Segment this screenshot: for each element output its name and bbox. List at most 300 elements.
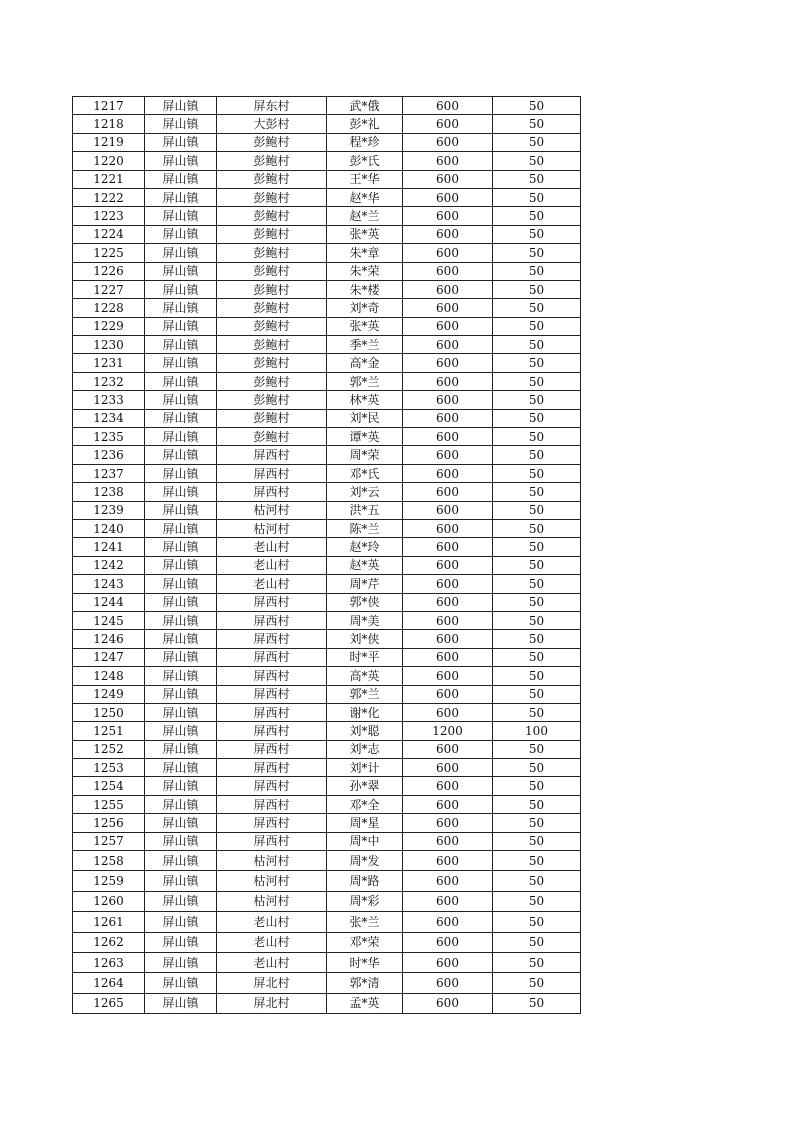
row-number-cell: 1261 <box>73 912 145 932</box>
row-number-cell: 1221 <box>73 170 145 188</box>
name-cell: 邓*氏 <box>327 464 403 482</box>
town-cell: 屏山镇 <box>145 464 217 482</box>
count-cell: 50 <box>493 973 581 993</box>
row-number-cell: 1246 <box>73 630 145 648</box>
row-number-cell: 1223 <box>73 207 145 225</box>
amount-cell: 600 <box>403 225 493 243</box>
count-cell: 50 <box>493 814 581 832</box>
row-number-cell: 1256 <box>73 814 145 832</box>
row-number-cell: 1227 <box>73 280 145 298</box>
count-cell: 50 <box>493 777 581 795</box>
count-cell: 50 <box>493 703 581 721</box>
row-number-cell: 1239 <box>73 501 145 519</box>
amount-cell: 600 <box>403 648 493 666</box>
village-cell: 枯河村 <box>217 851 327 871</box>
amount-cell: 600 <box>403 630 493 648</box>
name-cell: 刘*侠 <box>327 630 403 648</box>
name-cell: 朱*荣 <box>327 262 403 280</box>
amount-cell: 600 <box>403 372 493 390</box>
count-cell: 50 <box>493 575 581 593</box>
row-number-cell: 1247 <box>73 648 145 666</box>
row-number-cell: 1254 <box>73 777 145 795</box>
town-cell: 屏山镇 <box>145 225 217 243</box>
row-number-cell: 1248 <box>73 667 145 685</box>
town-cell: 屏山镇 <box>145 993 217 1013</box>
amount-cell: 600 <box>403 759 493 777</box>
town-cell: 屏山镇 <box>145 593 217 611</box>
amount-cell: 600 <box>403 409 493 427</box>
amount-cell: 600 <box>403 464 493 482</box>
amount-cell: 600 <box>403 832 493 850</box>
village-cell: 彭鲍村 <box>217 170 327 188</box>
row-number-cell: 1228 <box>73 299 145 317</box>
row-number-cell: 1217 <box>73 97 145 115</box>
table-row <box>73 722 581 740</box>
name-cell: 彭*氏 <box>327 152 403 170</box>
name-cell: 刘*云 <box>327 483 403 501</box>
data-table <box>72 96 581 1014</box>
row-number-cell: 1245 <box>73 611 145 629</box>
town-cell: 屏山镇 <box>145 685 217 703</box>
row-number-cell: 1244 <box>73 593 145 611</box>
name-cell: 王*华 <box>327 170 403 188</box>
village-cell: 屏东村 <box>217 97 327 115</box>
table-row <box>73 170 581 188</box>
table-row <box>73 391 581 409</box>
village-cell: 枯河村 <box>217 501 327 519</box>
count-cell: 50 <box>493 188 581 206</box>
amount-cell: 600 <box>403 280 493 298</box>
table-row <box>73 814 581 832</box>
count-cell: 50 <box>493 740 581 758</box>
village-cell: 枯河村 <box>217 871 327 891</box>
town-cell: 屏山镇 <box>145 317 217 335</box>
amount-cell: 600 <box>403 299 493 317</box>
row-number-cell: 1243 <box>73 575 145 593</box>
count-cell: 50 <box>493 871 581 891</box>
count-cell: 50 <box>493 795 581 813</box>
row-number-cell: 1255 <box>73 795 145 813</box>
village-cell: 老山村 <box>217 932 327 952</box>
count-cell: 50 <box>493 244 581 262</box>
amount-cell: 600 <box>403 891 493 911</box>
amount-cell: 600 <box>403 538 493 556</box>
town-cell: 屏山镇 <box>145 556 217 574</box>
village-cell: 屏西村 <box>217 777 327 795</box>
row-number-cell: 1222 <box>73 188 145 206</box>
count-cell: 50 <box>493 280 581 298</box>
row-number-cell: 1250 <box>73 703 145 721</box>
village-cell: 屏西村 <box>217 740 327 758</box>
row-number-cell: 1258 <box>73 851 145 871</box>
amount-cell: 600 <box>403 519 493 537</box>
amount-cell: 600 <box>403 354 493 372</box>
town-cell: 屏山镇 <box>145 428 217 446</box>
table-row <box>73 685 581 703</box>
village-cell: 屏西村 <box>217 611 327 629</box>
table-row <box>73 667 581 685</box>
count-cell: 50 <box>493 428 581 446</box>
row-number-cell: 1238 <box>73 483 145 501</box>
count-cell: 50 <box>493 372 581 390</box>
row-number-cell: 1218 <box>73 115 145 133</box>
count-cell: 50 <box>493 391 581 409</box>
town-cell: 屏山镇 <box>145 891 217 911</box>
table-row <box>73 483 581 501</box>
town-cell: 屏山镇 <box>145 372 217 390</box>
row-number-cell: 1240 <box>73 519 145 537</box>
village-cell: 屏西村 <box>217 814 327 832</box>
count-cell: 50 <box>493 685 581 703</box>
row-number-cell: 1229 <box>73 317 145 335</box>
village-cell: 屏西村 <box>217 593 327 611</box>
name-cell: 刘*志 <box>327 740 403 758</box>
amount-cell: 600 <box>403 932 493 952</box>
count-cell: 50 <box>493 317 581 335</box>
town-cell: 屏山镇 <box>145 912 217 932</box>
amount-cell: 600 <box>403 703 493 721</box>
row-number-cell: 1220 <box>73 152 145 170</box>
town-cell: 屏山镇 <box>145 667 217 685</box>
name-cell: 张*英 <box>327 225 403 243</box>
table-row <box>73 464 581 482</box>
table-row <box>73 115 581 133</box>
name-cell: 赵*英 <box>327 556 403 574</box>
town-cell: 屏山镇 <box>145 795 217 813</box>
village-cell: 屏西村 <box>217 759 327 777</box>
name-cell: 时*华 <box>327 952 403 972</box>
row-number-cell: 1253 <box>73 759 145 777</box>
village-cell: 老山村 <box>217 575 327 593</box>
town-cell: 屏山镇 <box>145 170 217 188</box>
amount-cell: 600 <box>403 667 493 685</box>
name-cell: 刘*计 <box>327 759 403 777</box>
name-cell: 季*兰 <box>327 336 403 354</box>
count-cell: 50 <box>493 152 581 170</box>
table-row <box>73 501 581 519</box>
row-number-cell: 1236 <box>73 446 145 464</box>
village-cell: 屏西村 <box>217 722 327 740</box>
row-number-cell: 1237 <box>73 464 145 482</box>
name-cell: 邓*全 <box>327 795 403 813</box>
name-cell: 孙*翠 <box>327 777 403 795</box>
row-number-cell: 1233 <box>73 391 145 409</box>
village-cell: 彭鲍村 <box>217 354 327 372</box>
amount-cell: 600 <box>403 428 493 446</box>
amount-cell: 1200 <box>403 722 493 740</box>
town-cell: 屏山镇 <box>145 851 217 871</box>
table-body <box>73 97 581 1014</box>
village-cell: 彭鲍村 <box>217 428 327 446</box>
table-row <box>73 280 581 298</box>
amount-cell: 600 <box>403 336 493 354</box>
name-cell: 时*平 <box>327 648 403 666</box>
name-cell: 周*中 <box>327 832 403 850</box>
village-cell: 屏西村 <box>217 630 327 648</box>
row-number-cell: 1226 <box>73 262 145 280</box>
name-cell: 洪*五 <box>327 501 403 519</box>
table-row <box>73 207 581 225</box>
count-cell: 50 <box>493 115 581 133</box>
town-cell: 屏山镇 <box>145 152 217 170</box>
village-cell: 屏北村 <box>217 993 327 1013</box>
count-cell: 50 <box>493 97 581 115</box>
row-number-cell: 1252 <box>73 740 145 758</box>
table-row <box>73 912 581 932</box>
name-cell: 邓*荣 <box>327 932 403 952</box>
row-number-cell: 1235 <box>73 428 145 446</box>
count-cell: 50 <box>493 262 581 280</box>
village-cell: 屏西村 <box>217 464 327 482</box>
village-cell: 彭鲍村 <box>217 188 327 206</box>
name-cell: 周*美 <box>327 611 403 629</box>
village-cell: 彭鲍村 <box>217 299 327 317</box>
table-row <box>73 317 581 335</box>
amount-cell: 600 <box>403 207 493 225</box>
name-cell: 孟*英 <box>327 993 403 1013</box>
village-cell: 老山村 <box>217 912 327 932</box>
amount-cell: 600 <box>403 740 493 758</box>
name-cell: 赵*玲 <box>327 538 403 556</box>
name-cell: 谢*化 <box>327 703 403 721</box>
count-cell: 50 <box>493 336 581 354</box>
town-cell: 屏山镇 <box>145 740 217 758</box>
amount-cell: 600 <box>403 501 493 519</box>
name-cell: 赵*兰 <box>327 207 403 225</box>
village-cell: 屏西村 <box>217 667 327 685</box>
row-number-cell: 1225 <box>73 244 145 262</box>
town-cell: 屏山镇 <box>145 777 217 795</box>
village-cell: 彭鲍村 <box>217 262 327 280</box>
name-cell: 彭*礼 <box>327 115 403 133</box>
table-row <box>73 648 581 666</box>
table-row <box>73 871 581 891</box>
town-cell: 屏山镇 <box>145 952 217 972</box>
village-cell: 彭鲍村 <box>217 372 327 390</box>
name-cell: 朱*章 <box>327 244 403 262</box>
count-cell: 50 <box>493 891 581 911</box>
table-row <box>73 832 581 850</box>
count-cell: 50 <box>493 952 581 972</box>
table-row <box>73 299 581 317</box>
amount-cell: 600 <box>403 317 493 335</box>
town-cell: 屏山镇 <box>145 115 217 133</box>
row-number-cell: 1224 <box>73 225 145 243</box>
town-cell: 屏山镇 <box>145 299 217 317</box>
village-cell: 屏西村 <box>217 446 327 464</box>
town-cell: 屏山镇 <box>145 832 217 850</box>
town-cell: 屏山镇 <box>145 759 217 777</box>
table-row <box>73 244 581 262</box>
town-cell: 屏山镇 <box>145 483 217 501</box>
count-cell: 50 <box>493 133 581 151</box>
count-cell: 50 <box>493 501 581 519</box>
town-cell: 屏山镇 <box>145 630 217 648</box>
town-cell: 屏山镇 <box>145 722 217 740</box>
town-cell: 屏山镇 <box>145 262 217 280</box>
amount-cell: 600 <box>403 795 493 813</box>
town-cell: 屏山镇 <box>145 409 217 427</box>
name-cell: 赵*华 <box>327 188 403 206</box>
name-cell: 周*荣 <box>327 446 403 464</box>
town-cell: 屏山镇 <box>145 814 217 832</box>
amount-cell: 600 <box>403 556 493 574</box>
row-number-cell: 1234 <box>73 409 145 427</box>
row-number-cell: 1232 <box>73 372 145 390</box>
row-number-cell: 1231 <box>73 354 145 372</box>
village-cell: 彭鲍村 <box>217 391 327 409</box>
count-cell: 50 <box>493 409 581 427</box>
table-row <box>73 446 581 464</box>
name-cell: 程*珍 <box>327 133 403 151</box>
count-cell: 50 <box>493 556 581 574</box>
amount-cell: 600 <box>403 244 493 262</box>
count-cell: 50 <box>493 648 581 666</box>
name-cell: 谭*英 <box>327 428 403 446</box>
count-cell: 50 <box>493 519 581 537</box>
table-row <box>73 795 581 813</box>
count-cell: 50 <box>493 446 581 464</box>
count-cell: 50 <box>493 593 581 611</box>
name-cell: 周*星 <box>327 814 403 832</box>
count-cell: 50 <box>493 667 581 685</box>
table-row <box>73 973 581 993</box>
table-row <box>73 777 581 795</box>
amount-cell: 600 <box>403 133 493 151</box>
count-cell: 50 <box>493 299 581 317</box>
amount-cell: 600 <box>403 777 493 795</box>
village-cell: 屏西村 <box>217 648 327 666</box>
count-cell: 50 <box>493 851 581 871</box>
table-row <box>73 759 581 777</box>
count-cell: 50 <box>493 483 581 501</box>
village-cell: 彭鲍村 <box>217 409 327 427</box>
count-cell: 50 <box>493 932 581 952</box>
village-cell: 枯河村 <box>217 519 327 537</box>
table-row <box>73 188 581 206</box>
name-cell: 刘*聪 <box>327 722 403 740</box>
table-row <box>73 575 581 593</box>
village-cell: 彭鲍村 <box>217 280 327 298</box>
village-cell: 老山村 <box>217 952 327 972</box>
village-cell: 彭鲍村 <box>217 152 327 170</box>
count-cell: 50 <box>493 611 581 629</box>
village-cell: 老山村 <box>217 556 327 574</box>
amount-cell: 600 <box>403 115 493 133</box>
town-cell: 屏山镇 <box>145 336 217 354</box>
village-cell: 老山村 <box>217 538 327 556</box>
table-row <box>73 932 581 952</box>
amount-cell: 600 <box>403 262 493 280</box>
table-row <box>73 593 581 611</box>
table-row <box>73 851 581 871</box>
count-cell: 50 <box>493 538 581 556</box>
amount-cell: 600 <box>403 952 493 972</box>
name-cell: 周*发 <box>327 851 403 871</box>
village-cell: 屏北村 <box>217 973 327 993</box>
row-number-cell: 1263 <box>73 952 145 972</box>
village-cell: 屏西村 <box>217 685 327 703</box>
table-row <box>73 262 581 280</box>
name-cell: 刘*奇 <box>327 299 403 317</box>
town-cell: 屏山镇 <box>145 871 217 891</box>
village-cell: 彭鲍村 <box>217 207 327 225</box>
row-number-cell: 1219 <box>73 133 145 151</box>
amount-cell: 600 <box>403 611 493 629</box>
name-cell: 朱*楼 <box>327 280 403 298</box>
name-cell: 周*彩 <box>327 891 403 911</box>
name-cell: 郭*兰 <box>327 372 403 390</box>
name-cell: 郭*清 <box>327 973 403 993</box>
row-number-cell: 1259 <box>73 871 145 891</box>
town-cell: 屏山镇 <box>145 97 217 115</box>
count-cell: 50 <box>493 630 581 648</box>
count-cell: 50 <box>493 207 581 225</box>
name-cell: 张*英 <box>327 317 403 335</box>
name-cell: 高*英 <box>327 667 403 685</box>
count-cell: 50 <box>493 832 581 850</box>
town-cell: 屏山镇 <box>145 575 217 593</box>
table-row <box>73 336 581 354</box>
count-cell: 50 <box>493 759 581 777</box>
table-row <box>73 409 581 427</box>
village-cell: 屏西村 <box>217 795 327 813</box>
count-cell: 50 <box>493 170 581 188</box>
table-row <box>73 152 581 170</box>
village-cell: 枯河村 <box>217 891 327 911</box>
name-cell: 郭*兰 <box>327 685 403 703</box>
amount-cell: 600 <box>403 483 493 501</box>
count-cell: 50 <box>493 912 581 932</box>
table-row <box>73 354 581 372</box>
amount-cell: 600 <box>403 685 493 703</box>
table-row <box>73 225 581 243</box>
table-row <box>73 556 581 574</box>
town-cell: 屏山镇 <box>145 391 217 409</box>
table-row <box>73 97 581 115</box>
row-number-cell: 1249 <box>73 685 145 703</box>
name-cell: 陈*兰 <box>327 519 403 537</box>
count-cell: 50 <box>493 464 581 482</box>
name-cell: 张*兰 <box>327 912 403 932</box>
village-cell: 彭鲍村 <box>217 317 327 335</box>
table-row <box>73 519 581 537</box>
amount-cell: 600 <box>403 446 493 464</box>
amount-cell: 600 <box>403 97 493 115</box>
town-cell: 屏山镇 <box>145 648 217 666</box>
name-cell: 林*英 <box>327 391 403 409</box>
row-number-cell: 1241 <box>73 538 145 556</box>
row-number-cell: 1264 <box>73 973 145 993</box>
amount-cell: 600 <box>403 993 493 1013</box>
row-number-cell: 1265 <box>73 993 145 1013</box>
town-cell: 屏山镇 <box>145 244 217 262</box>
village-cell: 彭鲍村 <box>217 225 327 243</box>
count-cell: 50 <box>493 993 581 1013</box>
amount-cell: 600 <box>403 188 493 206</box>
village-cell: 彭鲍村 <box>217 336 327 354</box>
town-cell: 屏山镇 <box>145 133 217 151</box>
name-cell: 刘*民 <box>327 409 403 427</box>
amount-cell: 600 <box>403 871 493 891</box>
amount-cell: 600 <box>403 152 493 170</box>
table-row <box>73 630 581 648</box>
table-row <box>73 538 581 556</box>
town-cell: 屏山镇 <box>145 446 217 464</box>
table-row <box>73 428 581 446</box>
name-cell: 高*金 <box>327 354 403 372</box>
town-cell: 屏山镇 <box>145 188 217 206</box>
